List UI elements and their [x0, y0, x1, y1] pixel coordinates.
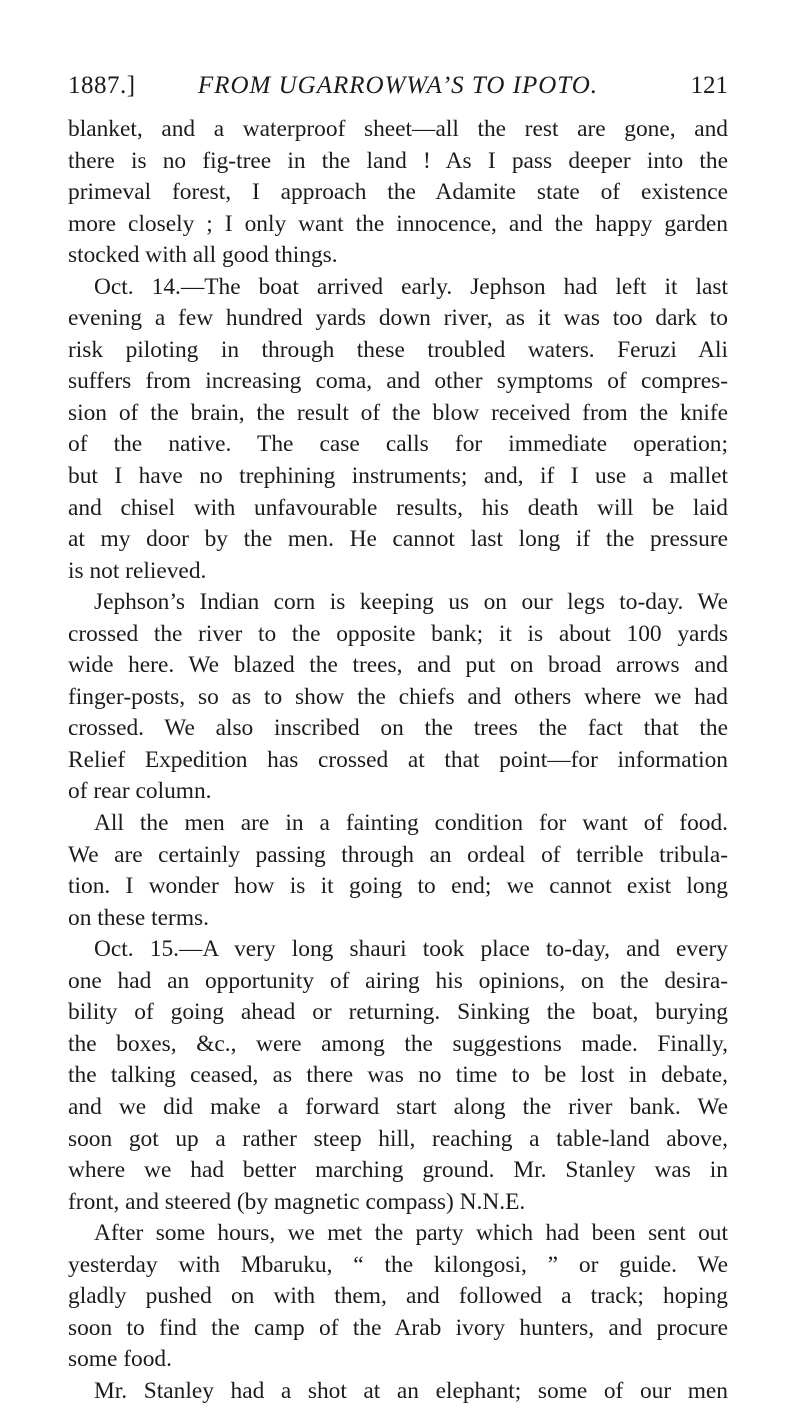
chapter-title: FROM UGARROWWA’S TO IPOTO. [197, 72, 599, 99]
text-line: All the men are in a fainting condition for want of food. [94, 810, 728, 837]
text-line: on these terms. [68, 904, 209, 931]
text-line: the talking ceased, as there was no time to be lost in debate, [68, 1062, 728, 1089]
text-line: at my door by the men. He cannot last long if the pressure [68, 526, 728, 553]
text-line: Relief Expedition has crossed at that point—for information [68, 746, 728, 773]
text-line: stocked with all good things. [68, 242, 338, 269]
text-line: bility of going ahead or returning. Sinking the boat, burying [68, 999, 728, 1026]
text-line: Oct. 15.—A very long shauri took place to-day, and every [94, 936, 728, 963]
text-line: there is no fig-tree in the land ! As I pass deeper into the [68, 147, 728, 174]
text-line: yesterday with Mbaruku, “ the kilongosi, ” or guide. We [68, 1251, 728, 1278]
text-line: one had an opportunity of airing his opinions, on the desira- [68, 967, 728, 994]
text-line: soon got up a rather steep hill, reaching a table-land above, [68, 1125, 728, 1152]
text-line: tion. I wonder how is it going to end; we cannot exist long [68, 873, 728, 900]
text-line: gladly pushed on with them, and followed a track; hoping [68, 1283, 728, 1310]
text-line: evening a few hundred yards down river, as it was too dark to [68, 305, 728, 332]
body-text [68, 114, 728, 1407]
text-line: primeval forest, I approach the Adamite state of existence [68, 179, 728, 206]
running-head [68, 72, 728, 112]
text-line: the boxes, &c., were among the suggestions made. Finally, [68, 1030, 728, 1057]
text-line: and we did make a forward start along the river bank. We [68, 1093, 728, 1120]
text-line: more closely ; I only want the innocence, and the happy garden [68, 210, 728, 237]
text-line: is not relieved. [68, 557, 207, 584]
text-line: wide here. We blazed the trees, and put on broad arrows and [68, 652, 728, 679]
text-line: crossed. We also inscribed on the trees the fact that the [68, 715, 728, 742]
text-line: Jephson’s Indian corn is keeping us on our legs to-day. We [94, 589, 728, 616]
text-line: front, and steered (by magnetic compass) N.N.E. [68, 1188, 526, 1215]
text-line: some food. [68, 1346, 172, 1373]
text-line: of rear column. [68, 778, 212, 805]
text-line: After some hours, we met the party which had been sent out [94, 1220, 728, 1247]
text-line: Mr. Stanley had a shot at an elephant; some of our men [94, 1377, 728, 1404]
book-page [68, 72, 728, 1407]
text-line: blanket, and a waterproof sheet—all the rest are gone, and [68, 116, 728, 142]
text-line: but I have no trephining instruments; and, if I use a mallet [68, 463, 728, 490]
text-line: where we had better marching ground. Mr. Stanley was in [68, 1157, 728, 1184]
text-line: of the native. The case calls for immediate operation; [68, 431, 728, 458]
text-line: soon to find the camp of the Arab ivory hunters, and procure [68, 1314, 728, 1341]
header-date: 1887.] [68, 72, 136, 99]
text-line: crossed the river to the opposite bank; it is about 100 yards [68, 620, 728, 647]
text-line: sion of the brain, the result of the blow received from the knife [68, 399, 728, 426]
text-line: finger-posts, so as to show the chiefs and others where we had [68, 683, 728, 710]
text-line: We are certainly passing through an ordeal of terrible tribula- [68, 841, 728, 868]
text-line: and chisel with unfavourable results, his death will be laid [68, 494, 728, 521]
text-line: risk piloting in through these troubled waters. Feruzi Ali [68, 336, 728, 363]
text-line: Oct. 14.—The boat arrived early. Jephson had left it last [94, 273, 728, 300]
text-line: suffers from increasing coma, and other symptoms of compres- [68, 368, 728, 395]
page-number: 121 [690, 72, 728, 99]
